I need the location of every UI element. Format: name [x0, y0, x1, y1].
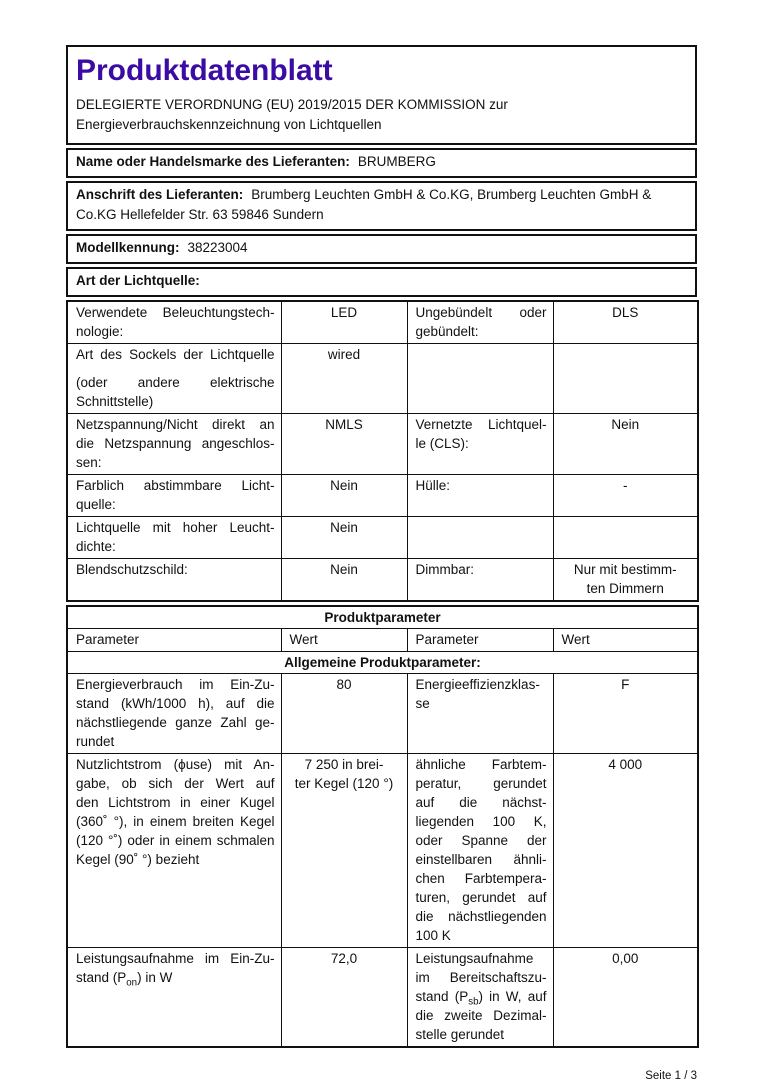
- page-number: Seite 1 / 3: [645, 1070, 697, 1082]
- subscript: sb: [468, 996, 479, 1008]
- table-row: [67, 344, 698, 414]
- parameter-cell: [407, 948, 553, 1048]
- supplier-address-line2: Co.KG Hellefelder Str. 63 59846 Sundern: [76, 207, 324, 222]
- param-line: stand $(P_{on})$ in W: [76, 970, 173, 989]
- document-title: Produktdatenblatt: [76, 54, 333, 87]
- parameter-cell: Verwendete Beleuchtungstech- nologie:: [67, 301, 281, 344]
- param-line: die zweite Dezimal-: [415, 1008, 547, 1023]
- subscript: on: [126, 977, 138, 989]
- supplier-address-row: [66, 181, 697, 231]
- table-row: [67, 606, 698, 629]
- parameter-cell: Farblich abstimmbare Licht- quelle:: [67, 475, 281, 517]
- parameter-cell: Energieverbrauch im Ein-Zu- stand (kWh/1000 h), auf die nächstliegende ganze Zahl ge- rundet: [67, 674, 281, 754]
- table-row: [67, 475, 698, 517]
- value-cell: 72,0: [281, 948, 407, 1048]
- param-line: Leistungsaufnahme im Ein-Zu-: [76, 951, 275, 966]
- regulation-subtitle: DELEGIERTE VERORDNUNG (EU) 2019/2015 DER KOMMISSION zur Energieverbrauchskennzeichnung von Lichtquellen: [76, 97, 508, 132]
- supplier-name-label: Name oder Handelsmarke des Lieferanten:: [76, 154, 350, 169]
- param-line: im Bereitschaftszu-: [415, 970, 547, 985]
- value-cell: Nein: [281, 475, 407, 517]
- value-cell: Nein: [281, 559, 407, 602]
- table-row: [67, 301, 698, 344]
- value-cell: LED: [281, 301, 407, 344]
- section-header-cell: Produktparameter: [67, 606, 698, 629]
- parameter-cell: ähnliche Farbtem- peratur, gerundet auf die nächst- liegenden 100 K, oder Spanne der einstellbaren ähnli- chen Farbtempera- turen, gerundet auf die nächstliegenden 100 K: [407, 754, 553, 948]
- value-cell: NMLS: [281, 414, 407, 475]
- parameter-cell: Lichtquelle mit hoher Leucht- dichte:: [67, 517, 281, 559]
- model-id-label: Modellkennung:: [76, 240, 180, 255]
- param-line: stand $(P_{sb})$ in W, auf: [415, 989, 547, 1008]
- value-cell: Nein: [281, 517, 407, 559]
- parameter-cell: Ungebündelt oder gebündelt:: [407, 301, 553, 344]
- product-parameter-table: [66, 605, 699, 1048]
- datasheet-page: [66, 45, 697, 1082]
- table-row: [67, 652, 698, 674]
- table-row: [67, 559, 698, 602]
- parameter-cell: Netzspannung/Nicht direkt an die Netzspannung angeschlos- sen:: [67, 414, 281, 475]
- parameter-cell: Hülle:: [407, 475, 553, 517]
- title-section: [66, 45, 697, 145]
- parameter-cell: Art des Sockels der Lichtquelle (oder andere elektrische Schnittstelle): [67, 344, 281, 414]
- subsection-header-cell: Allgemeine Produktparameter:: [67, 652, 698, 674]
- value-cell: Nein: [553, 414, 698, 475]
- value-cell: 80: [281, 674, 407, 754]
- parameter-cell: [67, 948, 281, 1048]
- parameter-cell: Nutzlichtstrom (ϕuse) mit An- gabe, ob sich der Wert auf den Lichtstrom in einer Kugel (360˚ °), in einem breiten Kegel (120 °˚) oder in einem schmalen Kegel (90˚ °) bezieht: [67, 754, 281, 948]
- column-header-cell: Wert: [553, 629, 698, 652]
- value-cell: 0,00: [553, 948, 698, 1048]
- lamp-type-section-header: Art der Lichtquelle:: [66, 267, 697, 297]
- parameter-cell: [407, 517, 553, 559]
- table-row: [67, 754, 698, 948]
- supplier-name-row: [66, 148, 697, 178]
- value-cell: 7 250 in brei- ter Kegel (120 °): [281, 754, 407, 948]
- value-cell: [553, 517, 698, 559]
- value-cell: -: [553, 475, 698, 517]
- model-id-row: [66, 234, 697, 264]
- table-row: [67, 948, 698, 1048]
- parameter-cell: Vernetzte Lichtquel- le (CLS):: [407, 414, 553, 475]
- parameter-cell: [407, 344, 553, 414]
- table-row: [67, 414, 698, 475]
- parameter-cell: Energieeffizienzklas- se: [407, 674, 553, 754]
- column-header-cell: Parameter: [407, 629, 553, 652]
- param-line: stelle gerundet: [415, 1027, 505, 1042]
- value-cell: 4 000: [553, 754, 698, 948]
- value-cell: [553, 344, 698, 414]
- column-header-cell: Parameter: [67, 629, 281, 652]
- lamp-type-table: [66, 300, 699, 602]
- value-cell: wired: [281, 344, 407, 414]
- column-header-cell: Wert: [281, 629, 407, 652]
- model-id-value: 38223004: [187, 240, 248, 255]
- supplier-address-label: Anschrift des Lieferanten:: [76, 187, 244, 202]
- value-cell: DLS: [553, 301, 698, 344]
- table-row: [67, 517, 698, 559]
- param-line: Leistungsaufnahme: [415, 951, 534, 966]
- parameter-cell: Blendschutzschild:: [67, 559, 281, 602]
- supplier-name-value: BRUMBERG: [357, 154, 436, 169]
- value-cell: Nur mit bestimm- ten Dimmern: [553, 559, 698, 602]
- table-row: [67, 629, 698, 652]
- table-row: [67, 674, 698, 754]
- supplier-address-line1: Anschrift des Lieferanten: Brumberg Leuchten GmbH & Co.KG, Brumberg Leuchten GmbH &: [76, 187, 652, 202]
- value-cell: F: [553, 674, 698, 754]
- parameter-cell: Dimmbar:: [407, 559, 553, 602]
